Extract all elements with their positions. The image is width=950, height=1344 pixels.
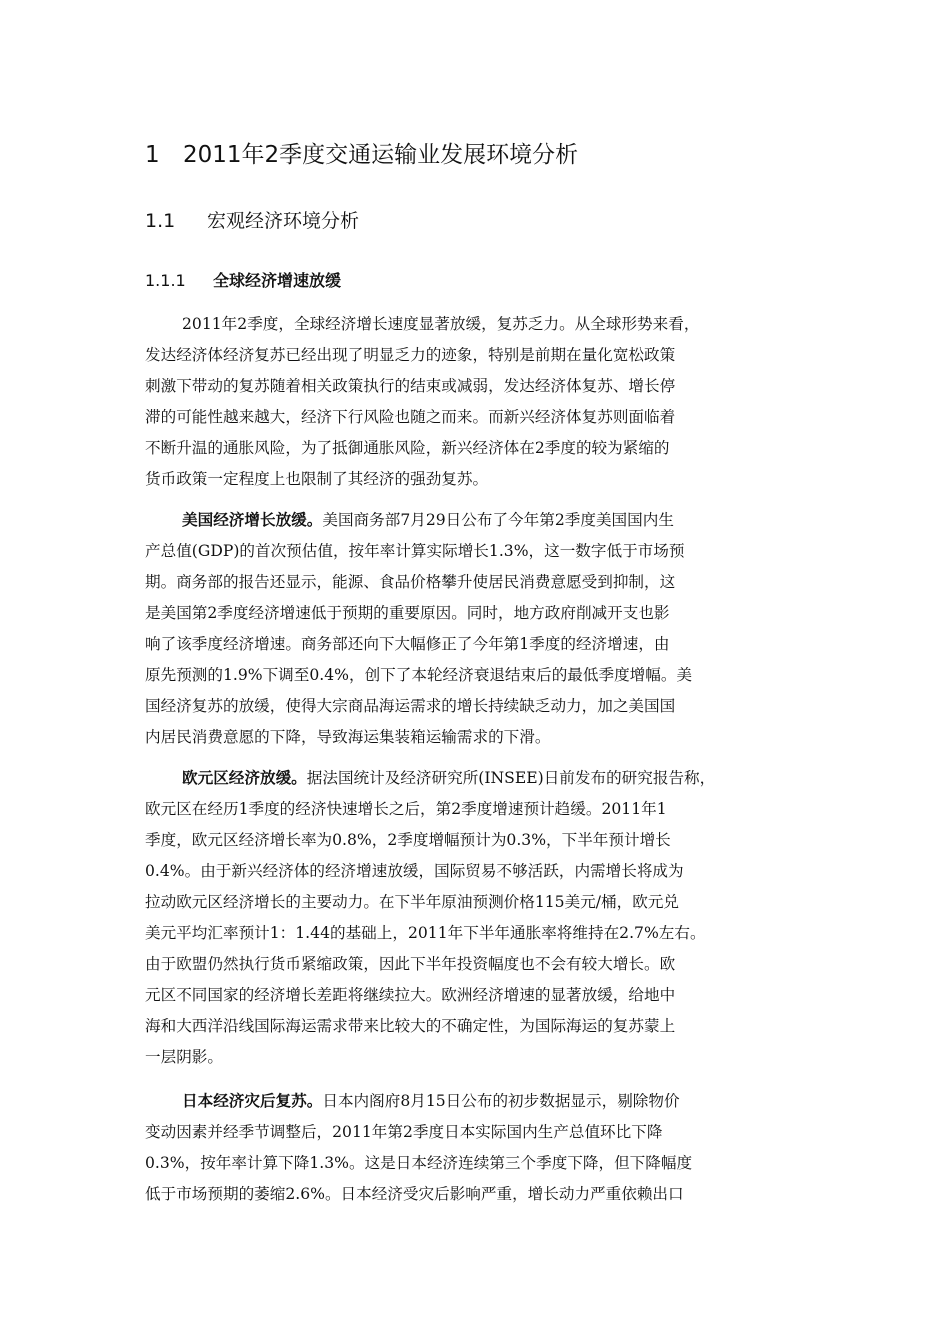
section-title: 宏观经济环境分析: [207, 210, 360, 232]
paragraph-line: 是美国第2季度经济增速低于预期的重要原因。同时，地方政府削减开支也影: [145, 604, 670, 622]
paragraph-line: 期。商务部的报告还显示，能源、食品价格攀升使居民消费意愿受到抑制，这: [145, 573, 676, 591]
chapter-number: 1: [145, 142, 160, 168]
paragraph-line: 发达经济体经济复苏已经出现了明显乏力的迹象，特别是前期在量化宽松政策: [145, 346, 676, 364]
paragraph-line: [145, 505, 810, 536]
chapter-heading: [145, 139, 578, 171]
paragraph-line: 0.4%。由于新兴经济体的经济增速放缓，国际贸易不够活跃，内需增长将成为: [145, 862, 684, 880]
paragraph-line: 2011年2季度，全球经济增长速度显著放缓，复苏乏力。从全球形势来看，: [182, 315, 700, 333]
paragraph-line: 原先预测的1.9%下调至0.4%，创下了本轮经济衰退结束后的最低季度增幅。美: [145, 666, 693, 684]
paragraph-line: 拉动欧元区经济增长的主要动力。在下半年原油预测价格115美元/桶，欧元兑: [145, 893, 680, 911]
paragraph-lead: 美国经济增长放缓。: [182, 511, 323, 529]
paragraph-line: 海和大西洋沿线国际海运需求带来比较大的不确定性，为国际海运的复苏蒙上: [145, 1017, 676, 1035]
paragraph-line: 内居民消费意愿的下降，导致海运集装箱运输需求的下滑。: [145, 728, 551, 746]
chapter-title: 2011年2季度交通运输业发展环境分析: [183, 142, 579, 168]
paragraph-line: 货币政策一定程度上也限制了其经济的强劲复苏。: [145, 470, 489, 488]
paragraph-line: 元区不同国家的经济增长差距将继续拉大。欧洲经济增速的显著放缓，给地中: [145, 986, 676, 1004]
paragraph-line: 产总值(GDP)的首次预估值，按年率计算实际增长1.3%，这一数字低于市场预: [145, 542, 685, 560]
paragraph-text: 据法国统计及经济研究所(INSEE)日前发布的研究报告称，: [306, 769, 716, 787]
paragraph-line: 一层阴影。: [145, 1048, 223, 1066]
paragraph-line: 变动因素并经季节调整后，2011年第2季度日本实际国内生产总值环比下降: [145, 1123, 663, 1141]
paragraph-line: 国经济复苏的放缓，使得大宗商品海运需求的增长持续缺乏动力，加之美国国: [145, 697, 676, 715]
paragraph-line: 刺激下带动的复苏随着相关政策执行的结束或减弱，发达经济体复苏、增长停: [145, 377, 676, 395]
paragraph-japan-economy: [145, 1086, 810, 1210]
paragraph-line: 欧元区在经历1季度的经济快速增长之后，第2季度增速预计趋缓。2011年1: [145, 800, 667, 818]
section-number: 1.1: [145, 210, 176, 232]
paragraph-global-economy: [145, 309, 810, 495]
paragraph-eurozone-economy: [145, 763, 810, 1073]
paragraph-line: 由于欧盟仍然执行货币紧缩政策，因此下半年投资幅度也不会有较大增长。欧: [145, 955, 676, 973]
subsection-heading: [145, 268, 341, 294]
subsection-number: 1.1.1: [145, 271, 186, 290]
section-heading: [145, 206, 359, 236]
paragraph-lead: 欧元区经济放缓。: [182, 769, 307, 787]
paragraph-line: 0.3%，按年率计算下降1.3%。这是日本经济连续第三个季度下降，但下降幅度: [145, 1154, 693, 1172]
paragraph-line: 滞的可能性越来越大，经济下行风险也随之而来。而新兴经济体复苏则面临着: [145, 408, 676, 426]
paragraph-text: 日本内阁府8月15日公布的初步数据显示，剔除物价: [322, 1092, 680, 1110]
paragraph-line: 季度，欧元区经济增长率为0.8%，2季度增幅预计为0.3%，下半年预计增长: [145, 831, 671, 849]
paragraph-us-economy: [145, 505, 810, 753]
paragraph-line: 美元平均汇率预计1：1.44的基础上，2011年下半年通胀率将维持在2.7%左右。: [145, 924, 706, 942]
subsection-title: 全球经济增速放缓: [213, 271, 342, 290]
paragraph-line: [145, 763, 810, 794]
paragraph-line: 低于市场预期的萎缩2.6%。日本经济受灾后影响严重，增长动力严重依赖出口: [145, 1185, 684, 1203]
paragraph-line: 响了该季度经济增速。商务部还向下大幅修正了今年第1季度的经济增速，由: [145, 635, 670, 653]
paragraph-line: [145, 1086, 810, 1117]
paragraph-line: 不断升温的通胀风险，为了抵御通胀风险，新兴经济体在2季度的较为紧缩的: [145, 439, 670, 457]
paragraph-text: 美国商务部7月29日公布了今年第2季度美国国内生: [322, 511, 674, 529]
paragraph-lead: 日本经济灾后复苏。: [182, 1092, 323, 1110]
